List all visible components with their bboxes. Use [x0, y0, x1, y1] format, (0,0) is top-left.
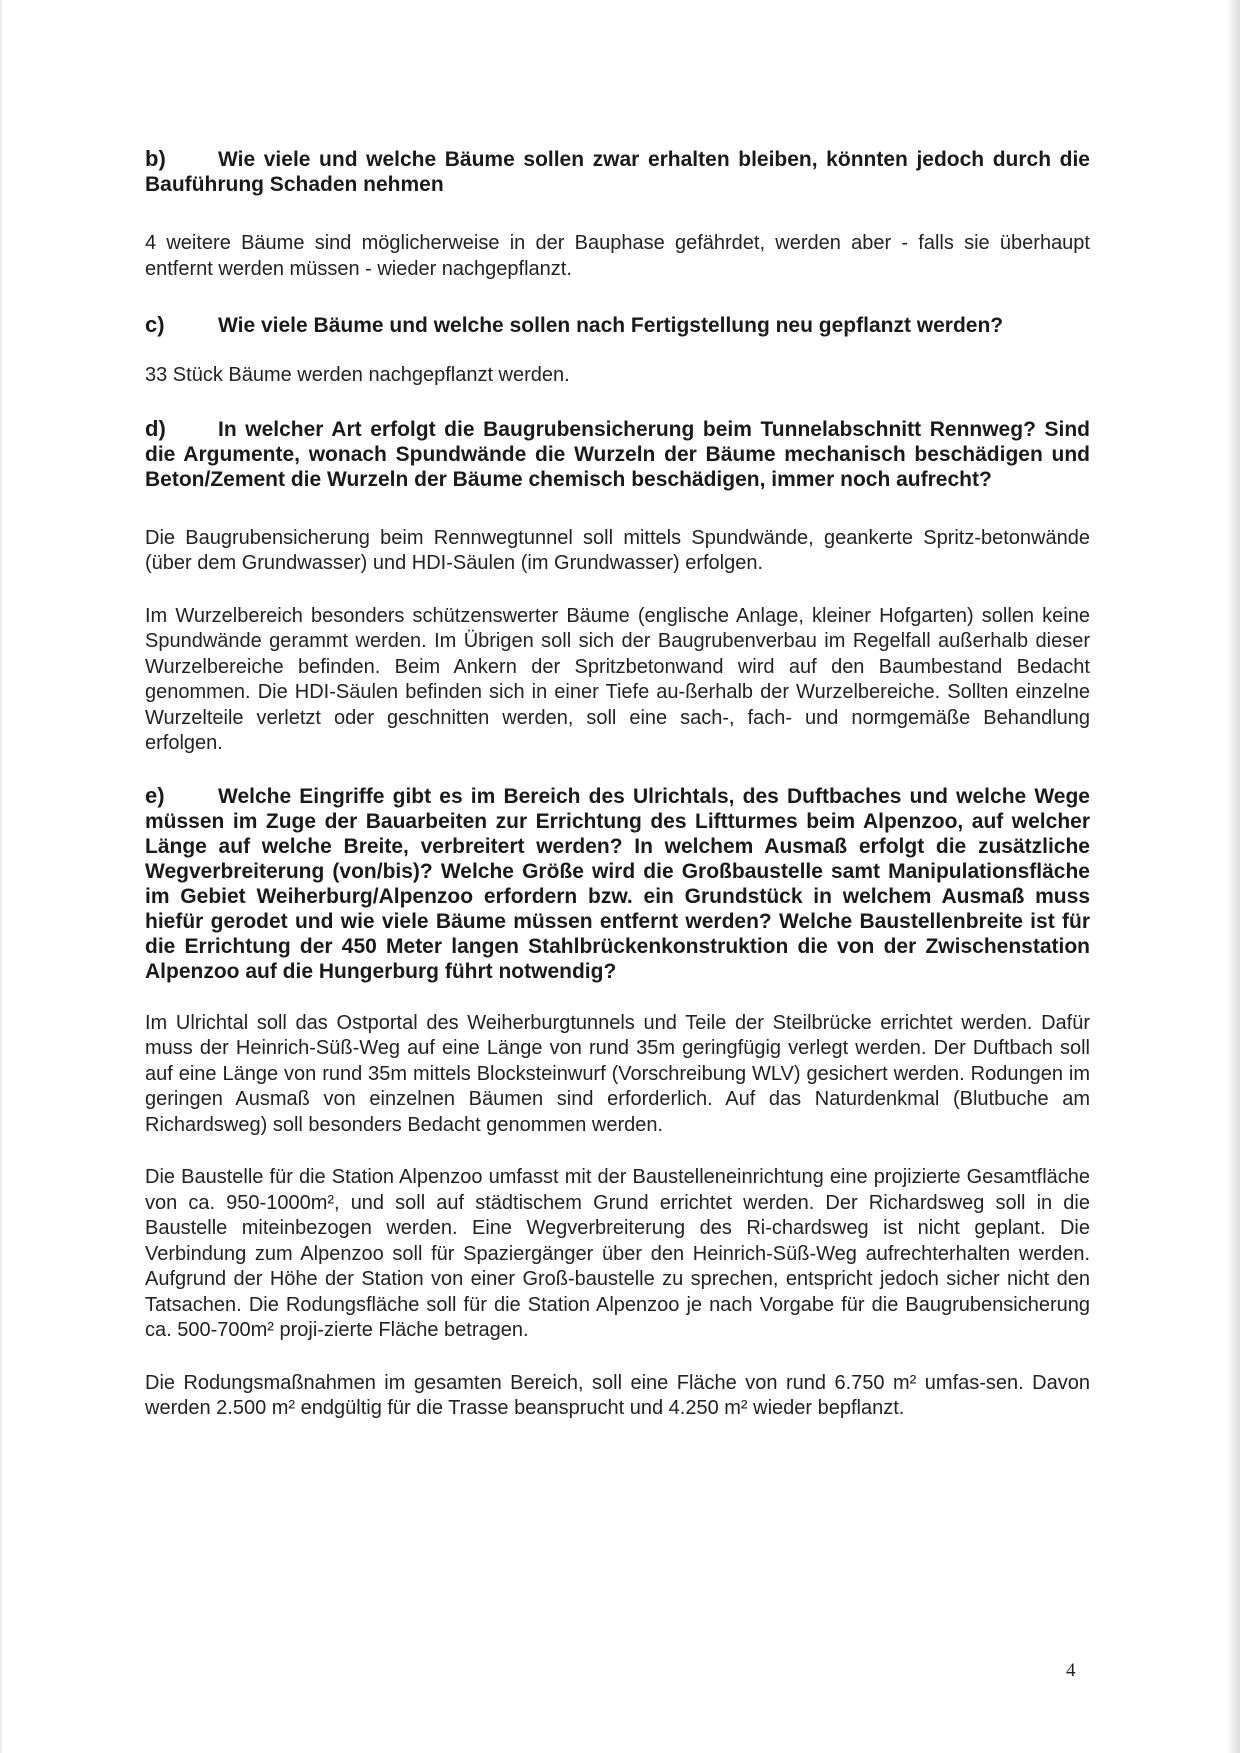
answer-e-2: Die Baustelle für die Station Alpenzoo umfasst mit der Baustelleneinrichtung eine projizierte Gesamtfläche von ca. 950-1000m², und soll auf städtischem Grund errichtet werden. Der Richardsweg soll in die Baustelle miteinbezogen werden. Eine Wegverbreiterung des Ri-chardsweg ist nicht geplant. Die Verbindung zum Alpenzoo soll für Spaziergänger über den Heinrich-Süß-Weg aufrechterhalten werden. Aufgrund der Höhe der Station von einer Groß-baustelle zu sprechen, entspricht jedoch sicher nicht den Tatsachen. Die Rodungsfläche soll für die Station Alpenzoo je nach Vorgabe für die Baugrubensicherung ca. 500-700m² proji-zierte Fläche betragen. [145, 1166, 1090, 1341]
document-body [145, 146, 1090, 1422]
scan-edge-right [1226, 0, 1240, 1753]
page-number: 4 [1066, 1660, 1076, 1681]
question-b [145, 146, 1090, 197]
question-letter: b) [145, 146, 166, 171]
answer-e-3: Die Rodungsmaßnahmen im gesamten Bereich, soll eine Fläche von rund 6.750 m² umfas-sen. Davon werden 2.500 m² endgültig für die Trasse beansprucht und 4.250 m² wieder bepflanzt. [145, 1371, 1090, 1419]
question-d [145, 416, 1090, 492]
scan-edge-left [0, 0, 3, 1753]
question-c [145, 312, 1090, 338]
question-letter: c) [145, 312, 165, 337]
answer-c-1: 33 Stück Bäume werden nachgepflanzt werden. [145, 364, 570, 386]
answer-b-1: 4 weitere Bäume sind möglicherweise in der Bauphase gefährdet, werden aber - falls sie überhaupt entfernt werden müssen - wieder nachgepflanzt. [145, 232, 1090, 280]
question-letter: e) [145, 782, 165, 808]
question-text: In welcher Art erfolgt die Baugrubensicherung beim Tunnelabschnitt Rennweg? Sind die Argumente, wonach Spundwände die Wurzeln der Bäume mechanisch beschädigen und Beton/Zement die Wurzeln der Bäume chemisch beschädigen, immer noch aufrecht? [145, 417, 1090, 491]
question-text: Welche Eingriffe gibt es im Bereich des Ulrichtals, des Duftbaches und welche Wege müssen im Zuge der Bauarbeiten zur Errichtung des Liftturmes beim Alpenzoo, auf welcher Länge auf welche Breite, verbreitert werden? In welchem Ausmaß erfolgt die zusätzliche Wegverbreiterung (von/bis)? Welche Größe wird die Großbaustelle samt Manipulationsfläche im Gebiet Weiherburg/Alpenzoo erfordern bzw. ein Grundstück in welchem Ausmaß muss hiefür gerodet und wie viele Bäume müssen entfernt werden? Welche Baustellenbreite ist für die Errichtung der 450 Meter langen Stahlbrückenkonstruktion die von der Zwischenstation Alpenzoo auf die Hungerburg führt notwendig? [145, 784, 1090, 983]
question-letter: d) [145, 415, 166, 441]
answer-d-1: Die Baugrubensicherung beim Rennwegtunnel soll mittels Spundwände, geankerte Spritz-betonwände (über dem Grundwasser) und HDI-Säulen (im Grundwasser) erfolgen. [145, 526, 1090, 574]
question-text: Wie viele und welche Bäume sollen zwar erhalten bleiben, könnten jedoch durch die Bauführung Schaden nehmen [145, 148, 1090, 196]
question-text: Wie viele Bäume und welche sollen nach Fertigstellung neu gepflanzt werden? [218, 314, 1004, 337]
answer-d-2: Im Wurzelbereich besonders schützenswerter Bäume (englische Anlage, kleiner Hofgarten) sollen keine Spundwände gerammt werden. Im Übrigen soll sich der Baugrubenverbau im Regelfall außerhalb dieser Wurzelbereiche befinden. Beim Ankern der Spritzbetonwand wird auf den Baumbestand Bedacht genommen. Die HDI-Säulen befinden sich in einer Tiefe au-ßerhalb der Wurzelbereiche. Sollten einzelne Wurzelteile verletzt oder geschnitten werden, soll eine sach-, fach- und normgemäße Behandlung erfolgen. [145, 604, 1090, 754]
question-e [145, 783, 1090, 984]
answer-e-1: Im Ulrichtal soll das Ostportal des Weiherburgtunnels und Teile der Steilbrücke errichtet werden. Dafür muss der Heinrich-Süß-Weg auf eine Länge von rund 35m geringfügig verlegt werden. Der Duftbach soll auf eine Länge von rund 35m mittels Blocksteinwurf (Vorschreibung WLV) gesichert werden. Rodungen im geringen Ausmaß von einzelnen Bäumen sind erforderlich. Auf das Naturdenkmal (Blutbuche am Richardsweg) soll besonders Bedacht genommen werden. [145, 1011, 1090, 1136]
